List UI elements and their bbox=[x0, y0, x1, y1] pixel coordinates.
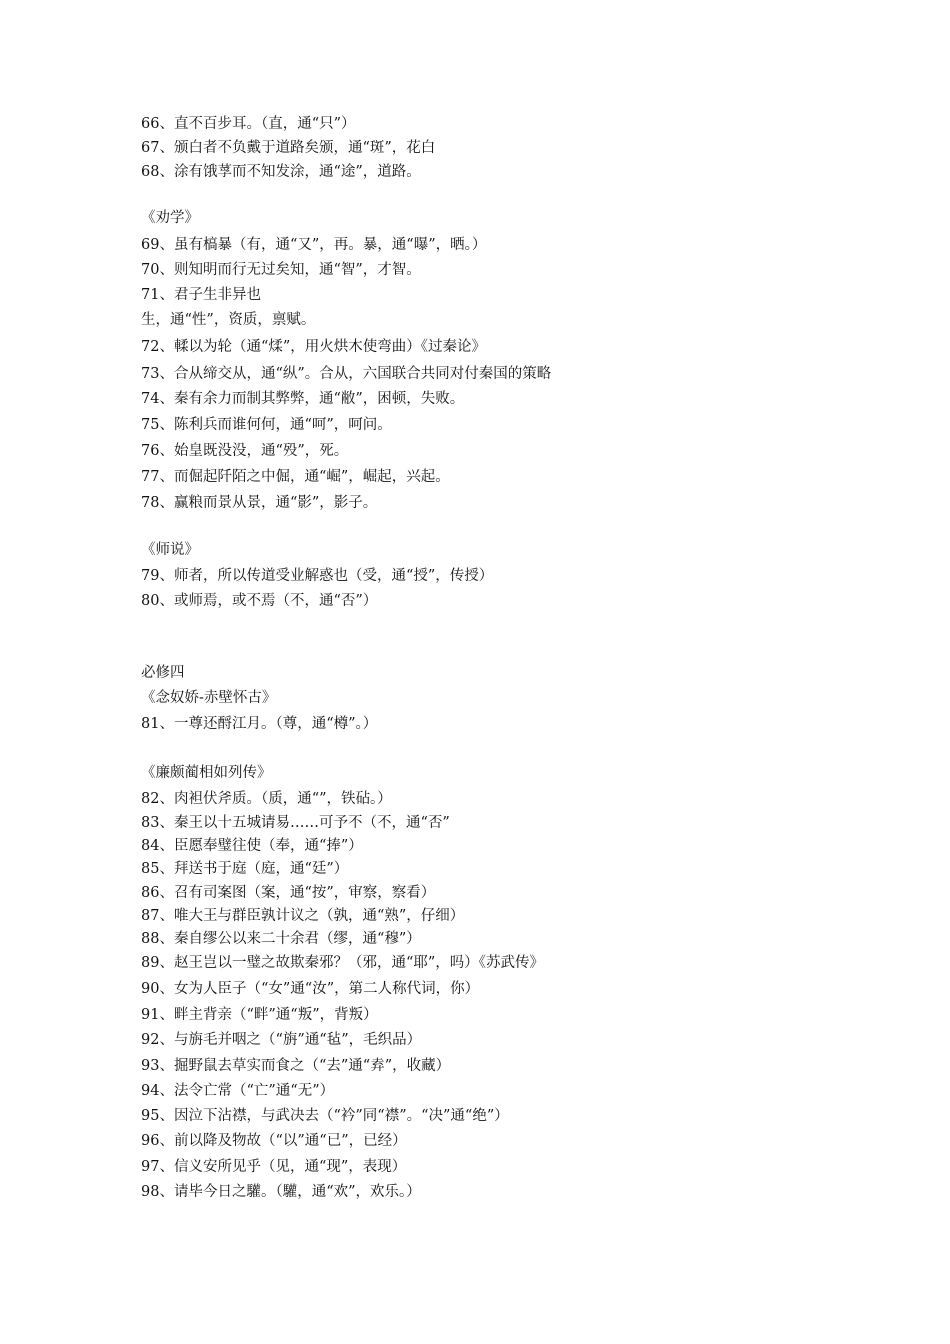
text-line: 生，通“性”，资质，禀赋。 bbox=[141, 312, 316, 328]
text-line: 80、或师焉，或不焉（不，通“否”） bbox=[141, 593, 378, 609]
text-line: 91、畔主背亲（“畔”通“叛”，背叛） bbox=[141, 1007, 378, 1023]
text-line: 77、而倔起阡陌之中倔，通“崛”，崛起，兴起。 bbox=[141, 469, 450, 485]
text-line: 73、合从缔交从，通“纵”。合从，六国联合共同对付秦国的策略 bbox=[141, 366, 552, 382]
text-line: 95、因泣下沾襟，与武决去（“衿”同“襟”。“决”通“绝”） bbox=[141, 1108, 509, 1124]
text-line: 70、则知明而行无过矣知，通“智”，才智。 bbox=[141, 262, 421, 278]
text-line: 72、輮以为轮（通“煣”，用火烘木使弯曲）《过秦论》 bbox=[141, 339, 487, 355]
text-line: 85、拜送书于庭（庭，通“廷”） bbox=[141, 861, 349, 877]
volume-title: 必修四 bbox=[141, 665, 185, 681]
text-line: 84、臣愿奉璧往使（奉，通“捧”） bbox=[141, 838, 363, 854]
text-line: 69、虽有槁暴（有，通“又”，再。暴，通“曝”，晒。） bbox=[141, 237, 487, 253]
text-line: 74、秦有余力而制其弊弊，通“敝”，困顿，失败。 bbox=[141, 391, 465, 407]
text-line: 86、召有司案图（案，通“按”，审察，察看） bbox=[141, 885, 436, 901]
text-line: 79、师者，所以传道受业解惑也（受，通“授”，传授） bbox=[141, 568, 494, 584]
text-line: 78、赢粮而景从景，通“影”，影子。 bbox=[141, 495, 378, 511]
text-line: 92、与旃毛并咽之（“旃”通“毡”，毛织品） bbox=[141, 1032, 422, 1048]
text-line: 68、涂有饿莩而不知发涂，通“途”，道路。 bbox=[141, 164, 421, 180]
text-line: 98、请毕今日之驩。（驩，通“欢”，欢乐。） bbox=[141, 1184, 421, 1200]
text-line: 66、直不百步耳。（直，通“只”） bbox=[141, 116, 356, 132]
text-line: 67、颁白者不负戴于道路矣颁，通“斑”，花白 bbox=[141, 140, 436, 156]
section-title: 《廉颇蔺相如列传》 bbox=[141, 765, 272, 781]
text-line: 82、肉袒伏斧质。（质，通“”，铁砧。） bbox=[141, 791, 392, 807]
text-line: 93、掘野鼠去草实而食之（“去”通“弆”，收藏） bbox=[141, 1058, 451, 1074]
text-line: 87、唯大王与群臣孰计议之（孰，通“熟”，仔细） bbox=[141, 908, 465, 924]
text-line: 88、秦自缪公以来二十余君（缪，通“穆”） bbox=[141, 931, 421, 947]
text-line: 76、始皇既没没，通“殁”，死。 bbox=[141, 443, 349, 459]
text-line: 94、法令亡常（“亡”通“无”） bbox=[141, 1083, 335, 1099]
section-title: 《师说》 bbox=[141, 542, 199, 558]
text-line: 83、秦王以十五城请易……可予不（不，通“否” bbox=[141, 815, 450, 831]
text-line: 89、赵王岂以一璧之故欺秦邪？（邪，通“耶”，吗）《苏武传》 bbox=[141, 955, 545, 971]
section-title: 《劝学》 bbox=[141, 210, 199, 226]
text-line: 97、信义安所见乎（见，通“现”，表现） bbox=[141, 1159, 407, 1175]
text-line: 96、前以降及物故（“以”通“已”，已经） bbox=[141, 1133, 407, 1149]
text-line: 71、君子生非异也 bbox=[141, 287, 261, 303]
text-line: 90、女为人臣子（“女”通“汝”，第二人称代词，你） bbox=[141, 981, 480, 997]
text-line: 75、陈利兵而谁何何，通“呵”，呵问。 bbox=[141, 417, 392, 433]
section-title: 《念奴娇-赤壁怀古》 bbox=[141, 690, 277, 706]
text-line: 81、一尊还酹江月。（尊，通“樽”。） bbox=[141, 716, 378, 732]
